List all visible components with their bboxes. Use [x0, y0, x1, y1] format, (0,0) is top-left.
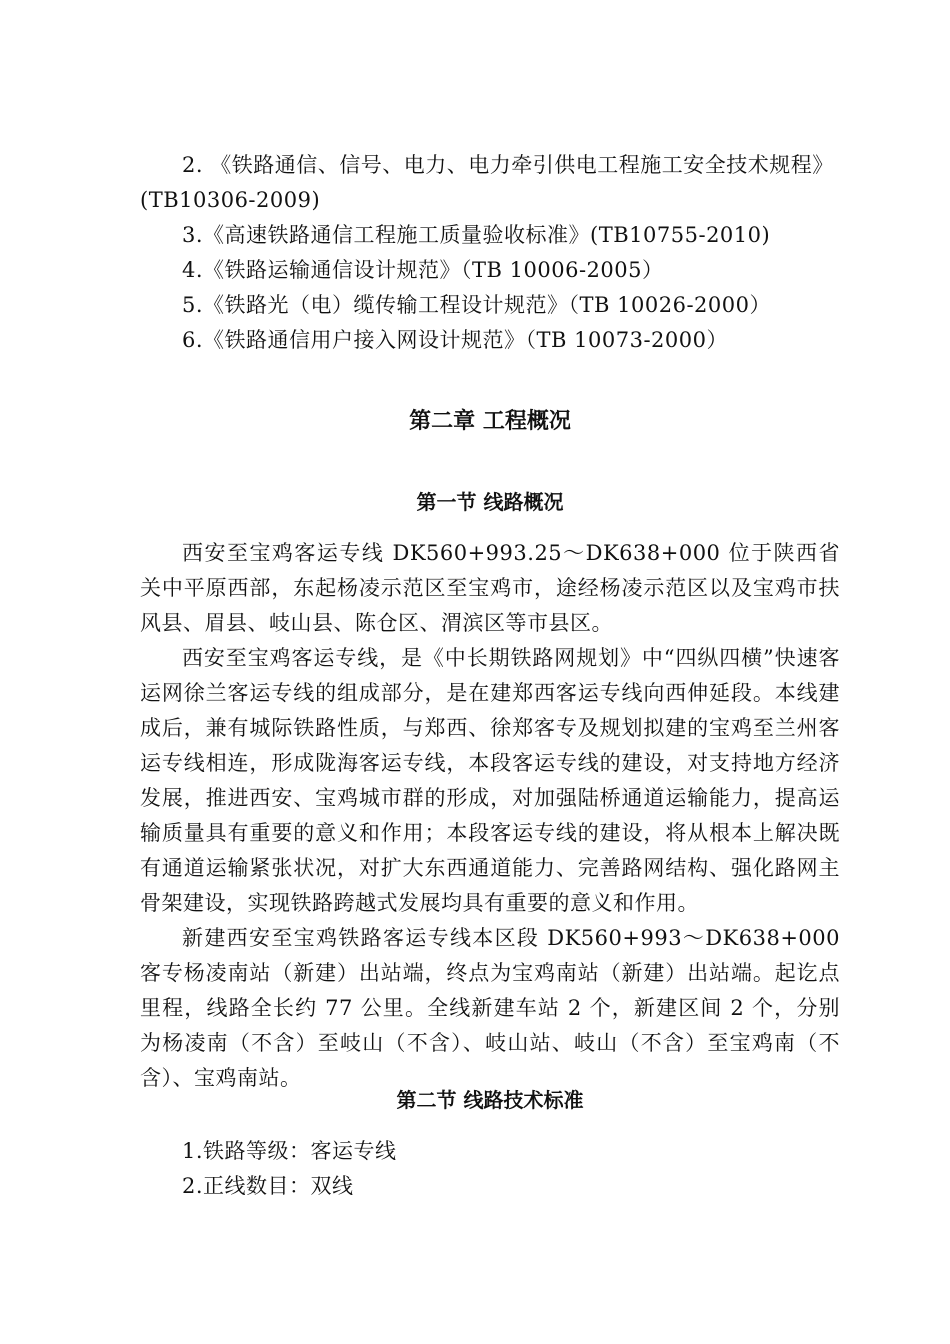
standard-item: 2.正线数目：双线	[182, 1174, 354, 1198]
reference-text: 5.《铁路光（电）缆传输工程设计规范》（TB 10026-2000）	[182, 293, 771, 317]
section-title: 第一节 线路概况	[416, 490, 564, 514]
reference-list	[140, 148, 840, 358]
reference-item	[140, 288, 840, 323]
reference-text: 3.《高速铁路通信工程施工质量验收标准》(TB10755-2010)	[182, 223, 771, 247]
standards-list	[140, 1134, 840, 1204]
section-title: 第二节 线路技术标准	[396, 1088, 584, 1112]
paragraph: 新建西安至宝鸡铁路客运专线本区段 DK560+993～DK638+000 客专杨凌南站（新建）出站端，终点为宝鸡南站（新建）出站端。起讫点里程，线路全长约 77 公里。全线新建车站 2 个，新建区间 2 个，分别为杨凌南（不含）至岐山（不含）、岐山站、岐山（不含）至宝鸡南（不含）、宝鸡南站。	[140, 926, 840, 1090]
reference-text: 6.《铁路通信用户接入网设计规范》（TB 10073-2000）	[182, 328, 728, 352]
chapter-title: 第二章 工程概况	[409, 409, 571, 434]
reference-text: 2. 《铁路通信、信号、电力、电力牵引供电工程施工安全技术规程》	[182, 153, 834, 177]
reference-item	[140, 148, 840, 218]
paragraph: 西安至宝鸡客运专线，是《中长期铁路网规划》中“四纵四横”快速客运网徐兰客运专线的组成部分，是在建郑西客运专线向西伸延段。本线建成后，兼有城际铁路性质，与郑西、徐郑客专及规划拟建的宝鸡至兰州客运专线相连，形成陇海客运专线，本段客运专线的建设，对支持地方经济发展，推进西安、宝鸡城市群的形成，对加强陆桥通道运输能力，提高运输质量具有重要的意义和作用；本段客运专线的建设，将从根本上解决既有通道运输紧张状况，对扩大东西通道能力、完善路网结构、强化路网主骨架建设，实现铁路跨越式发展均具有重要的意义和作用。	[140, 646, 840, 915]
reference-item	[140, 218, 840, 253]
reference-text-continuation: (TB10306-2009)	[140, 188, 321, 212]
standard-item: 1.铁路等级：客运专线	[182, 1139, 397, 1163]
reference-text: 4.《铁路运输通信设计规范》（TB 10006-2005）	[182, 258, 664, 282]
paragraph: 西安至宝鸡客运专线 DK560+993.25～DK638+000 位于陕西省关中平原西部，东起杨凌示范区至宝鸡市，途经杨凌示范区以及宝鸡市扶风县、眉县、岐山县、陈仓区、渭滨区等市县区。	[140, 541, 840, 635]
reference-item	[140, 253, 840, 288]
section-body	[140, 536, 840, 1096]
reference-item	[140, 323, 840, 358]
